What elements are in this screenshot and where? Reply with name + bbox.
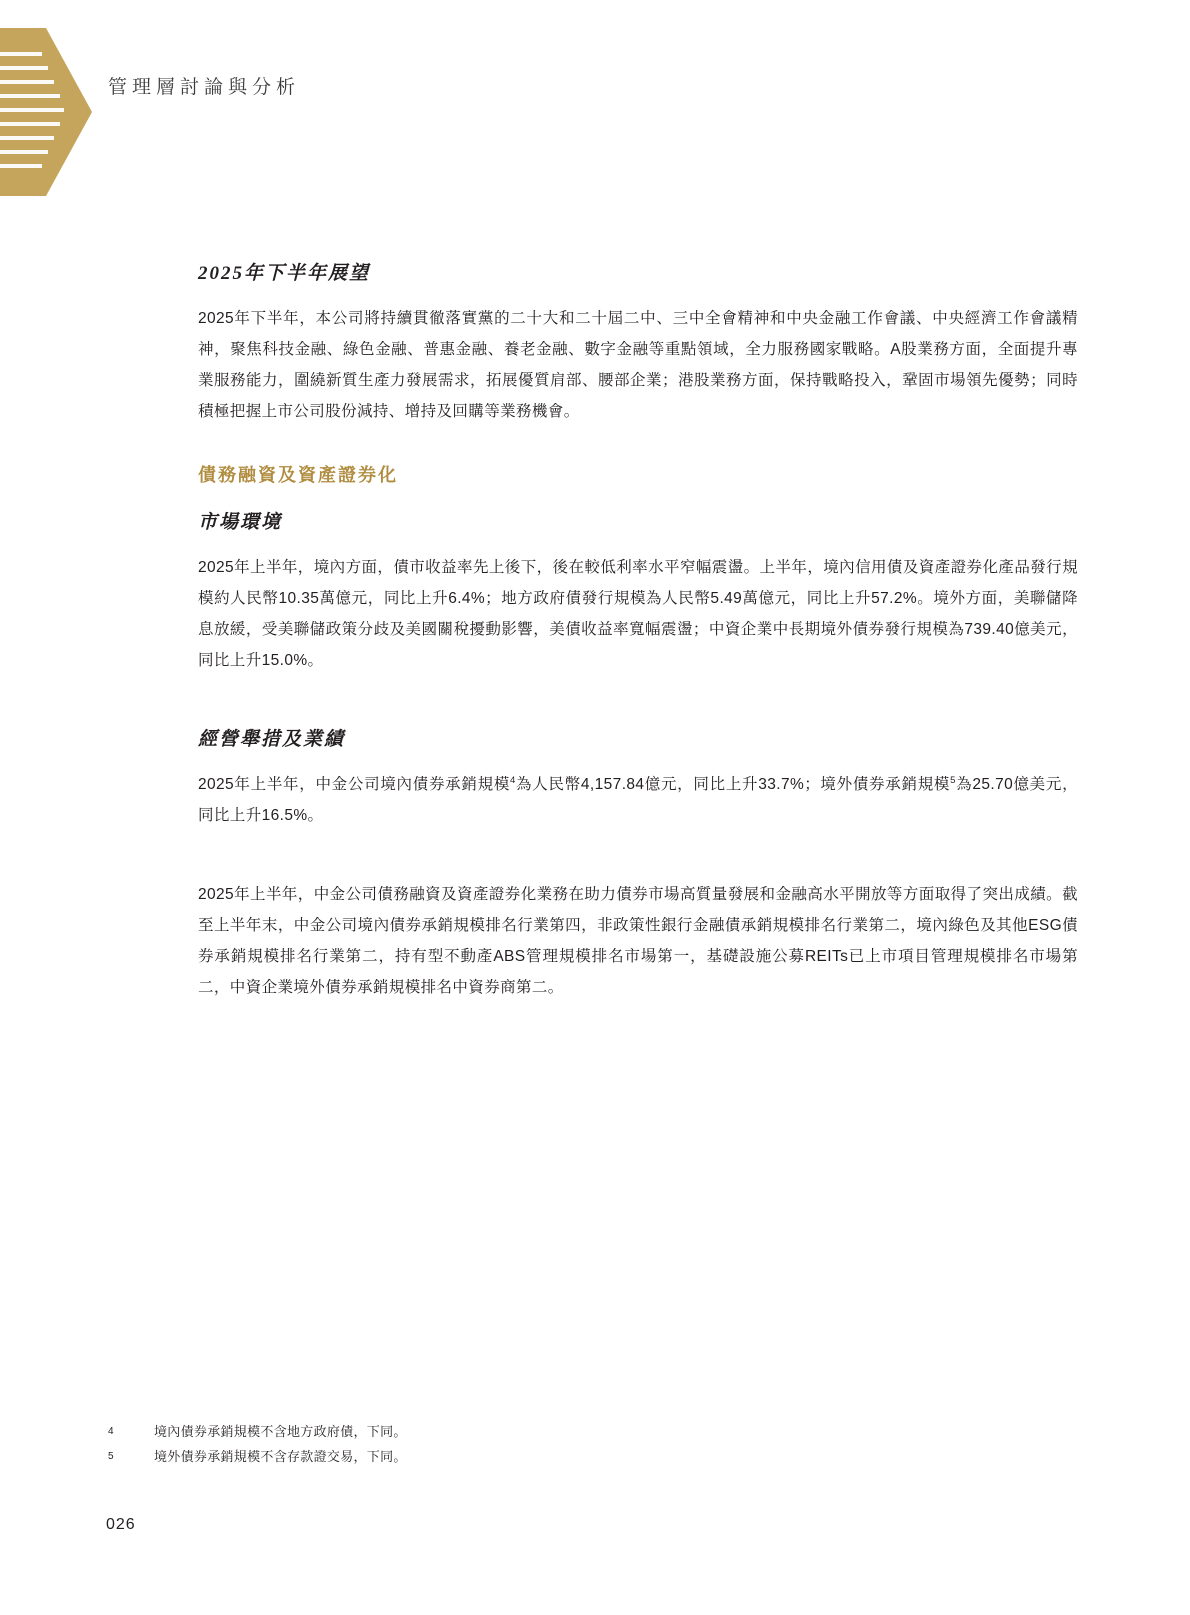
operations-text-part-2: 為人民幣4,157.84億元，同比上升33.7%；境外債券承銷規模	[515, 776, 951, 793]
paragraph-outlook: 2025年下半年，本公司將持續貫徹落實黨的二十大和二十屆二中、三中全會精神和中央金融工作會議、中央經濟工作會議精神，聚焦科技金融、綠色金融、普惠金融、養老金融、數字金融等重點領域，全力服務國家戰略。A股業務方面，全面提升專業服務能力，圍繞新質生產力發展需求，拓展優質肩部、腰部企業；港股業務方面，保持戰略投入，鞏固市場領先優勢；同時積極把握上市公司股份減持、增持及回購等業務機會。	[198, 310, 1078, 420]
operations-text-part-3: 為25.70億美元，同比上升16.5%。	[198, 776, 1078, 824]
section-heading-operations: 經營舉措及業績	[198, 729, 346, 750]
paragraph-spacer	[198, 853, 1078, 879]
footnote-text: 境外債券承銷規模不含存款證交易，下同。	[154, 1448, 407, 1464]
footnote-number: 4	[108, 1426, 114, 1437]
paragraph-operations-achievements: 2025年上半年，中金公司債務融資及資產證券化業務在助力債券市場高質量發展和金融高水平開放等方面取得了突出成績。截至上半年末，中金公司境內債券承銷規模排名行業第四，非政策性銀行金融債承銷規模排名行業第二，境內綠色及其他ESG債券承銷規模排名行業第二，持有型不動產ABS管理規模排名市場第一，基礎設施公募REITs已上市項目管理規模排名市場第二，中資企業境外債券承銷規模排名中資券商第二。	[198, 886, 1078, 996]
paragraph-operations-results	[198, 769, 1078, 831]
footnote-item	[108, 1420, 1008, 1445]
page-number: 026	[106, 1516, 136, 1533]
footnotes-block	[108, 1420, 1008, 1469]
footnote-item	[108, 1445, 1008, 1470]
paragraph-market-environment: 2025年上半年，境內方面，債市收益率先上後下，後在較低利率水平窄幅震盪。上半年，境內信用債及資產證券化產品發行規模約人民幣10.35萬億元，同比上升6.4%；地方政府債發行規模為人民幣5.49萬億元，同比上升57.2%。境外方面，美聯儲降息放緩，受美聯儲政策分歧及美國關稅擾動影響，美債收益率寬幅震盪；中資企業中長期境外債券發行規模為739.40億美元，同比上升15.0%。	[198, 559, 1078, 669]
footnote-ref-5: 5	[950, 774, 956, 786]
section-heading-debt-financing: 債務融資及資產證券化	[198, 465, 398, 485]
section-spacer	[198, 698, 1078, 724]
operations-text-part-1: 2025年上半年，中金公司境內債券承銷規模	[198, 776, 511, 793]
footnote-text: 境內債券承銷規模不含地方政府債，下同。	[154, 1424, 407, 1439]
section-heading-outlook: 2025年下半年展望	[198, 263, 371, 284]
corner-ornament	[0, 28, 92, 196]
page-header-title: 管理層討論與分析	[108, 77, 301, 98]
document-content	[198, 258, 1078, 1025]
footnote-ref-4: 4	[510, 774, 516, 786]
section-heading-market-environment: 市場環境	[198, 512, 283, 533]
footnote-number: 5	[108, 1450, 114, 1462]
